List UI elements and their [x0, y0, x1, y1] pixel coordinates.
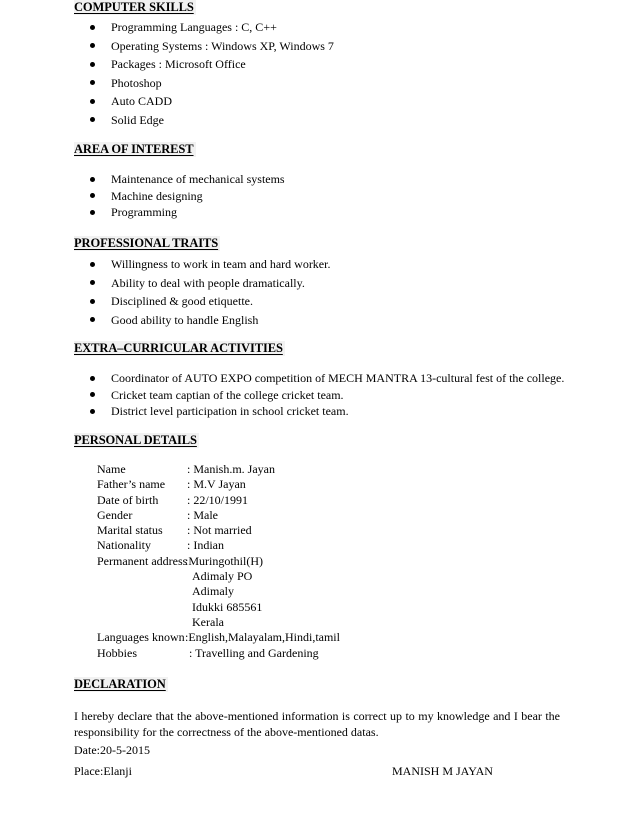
detail-value: : Indian	[187, 538, 224, 553]
list-item: Programming Languages : C, C++	[90, 18, 334, 37]
detail-value: Idukki 685561	[192, 599, 263, 614]
declaration-text: I hereby declare that the above-mentioned information is correct up to my knowledge and I bear the responsibility for the correctness of the above-mentioned datas.	[74, 709, 560, 739]
list-item: District level participation in school cricket team.	[90, 403, 564, 420]
detail-label: Languages known	[97, 630, 185, 645]
detail-value: : Not married	[187, 523, 252, 538]
computer-skills-list	[90, 18, 334, 129]
list-item: Auto CADD	[90, 92, 334, 111]
list-item: Packages : Microsoft Office	[90, 55, 334, 74]
heading-professional-traits: PROFESSIONAL TRAITS	[74, 236, 219, 250]
list-item: Maintenance of mechanical systems	[90, 171, 285, 188]
extra-curricular-list	[90, 370, 564, 420]
list-item: Coordinator of AUTO EXPO competition of MECH MANTRA 13-cultural fest of the college.	[90, 370, 564, 387]
list-item: Machine designing	[90, 188, 285, 205]
list-item: Programming	[90, 204, 285, 221]
detail-label: Nationality	[97, 538, 151, 553]
detail-value: : Male	[187, 507, 218, 522]
list-item: Photoshop	[90, 74, 334, 93]
detail-label: Name	[97, 462, 126, 476]
detail-label: Father’s name	[97, 477, 166, 492]
declaration-date: Date:20-5-2015	[74, 743, 150, 757]
detail-value: Kerala	[192, 614, 224, 629]
list-item: Disciplined & good etiquette.	[90, 292, 330, 311]
area-of-interest-list	[90, 171, 285, 221]
detail-label: Marital status	[97, 523, 163, 538]
detail-value: : Travelling and Gardening	[189, 645, 319, 660]
detail-value: :Muringothil(H)	[185, 553, 263, 568]
detail-label: Date of birth	[97, 492, 159, 507]
detail-label: Gender	[97, 507, 133, 522]
list-item: Cricket team captian of the college cricket team.	[90, 387, 564, 404]
heading-extra-curricular: EXTRA–CURRICULAR ACTIVITIES	[74, 341, 283, 355]
list-item: Solid Edge	[90, 111, 334, 130]
heading-computer-skills: COMPUTER SKILLS	[74, 0, 194, 14]
list-item: Willingness to work in team and hard worker.	[90, 255, 330, 274]
detail-value: : 22/10/1991	[187, 492, 249, 507]
signature-name: MANISH M JAYAN	[392, 764, 493, 778]
detail-value: : Manish.m. Jayan	[187, 462, 275, 476]
heading-personal-details: PERSONAL DETAILS	[74, 433, 197, 447]
list-item: Good ability to handle English	[90, 311, 330, 330]
detail-value: Adimaly PO	[192, 569, 253, 584]
declaration-place: Place:Elanji	[74, 764, 132, 778]
heading-area-of-interest: AREA OF INTEREST	[74, 142, 194, 156]
professional-traits-list	[90, 255, 330, 329]
detail-label: Hobbies	[97, 645, 137, 660]
detail-label: Permanent address	[97, 553, 188, 568]
detail-value: :English,Malayalam,Hindi,tamil	[185, 630, 340, 645]
list-item: Ability to deal with people dramatically.	[90, 274, 330, 293]
heading-declaration: DECLARATION	[74, 677, 166, 691]
list-item: Operating Systems : Windows XP, Windows 7	[90, 37, 334, 56]
detail-value: : M.V Jayan	[187, 477, 246, 492]
detail-value: Adimaly	[192, 584, 234, 599]
